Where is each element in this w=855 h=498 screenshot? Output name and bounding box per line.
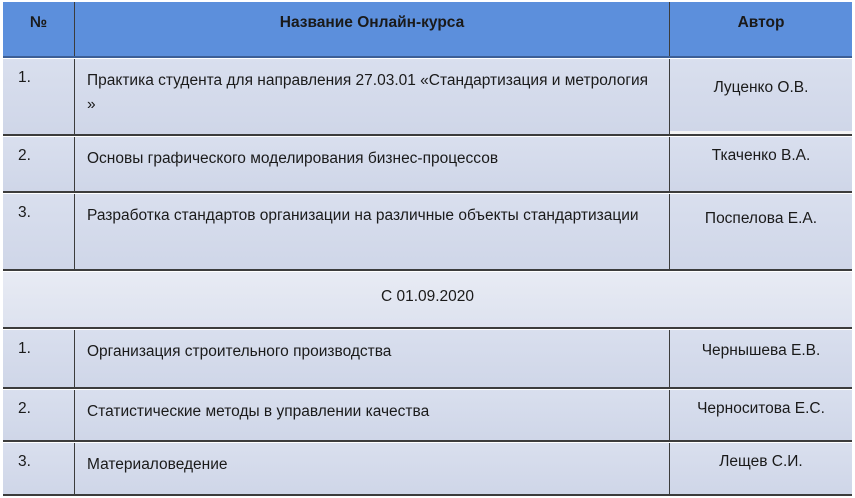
- table-row: [3, 136, 852, 193]
- row-author: Луценко О.В.: [670, 59, 852, 134]
- row-author: Чернышева Е.В.: [701, 342, 821, 359]
- header-number: №: [3, 2, 75, 56]
- row-author: Поспелова Е.А.: [704, 210, 818, 227]
- table-header-row: [3, 2, 852, 58]
- header-course-name: Название Онлайн-курса: [75, 2, 670, 56]
- table-row: [3, 329, 852, 389]
- table-row: [3, 193, 852, 271]
- separator-date: С 01.09.2020: [380, 288, 475, 305]
- row-number: 3.: [3, 443, 75, 494]
- section-separator-row: [3, 271, 852, 329]
- table-row: [3, 389, 852, 442]
- row-number: 1.: [3, 59, 75, 134]
- row-number: 2.: [3, 137, 75, 191]
- row-course-name: Материаловедение: [75, 443, 670, 494]
- row-author: Ткаченко В.А.: [711, 147, 811, 164]
- row-number: 2.: [3, 390, 75, 440]
- table-row: [3, 58, 852, 136]
- row-course-name: Практика студента для направления 27.03.01 «Стандартизация и метрология »: [75, 59, 670, 134]
- row-author: Черноситова Е.С.: [697, 400, 825, 417]
- row-author: Лещев С.И.: [719, 453, 803, 470]
- row-number: 3.: [3, 194, 75, 269]
- row-course-name: Статистические методы в управлении качества: [75, 390, 670, 440]
- row-course-name: Организация строительного производства: [75, 330, 670, 387]
- row-number: 1.: [3, 330, 75, 387]
- header-author: Автор: [737, 14, 785, 31]
- row-course-name: Разработка стандартов организации на различные объекты стандартизации: [75, 194, 670, 269]
- row-course-name: Основы графического моделирования бизнес-процессов: [75, 137, 670, 191]
- table-row: [3, 442, 852, 496]
- courses-table: [3, 2, 852, 496]
